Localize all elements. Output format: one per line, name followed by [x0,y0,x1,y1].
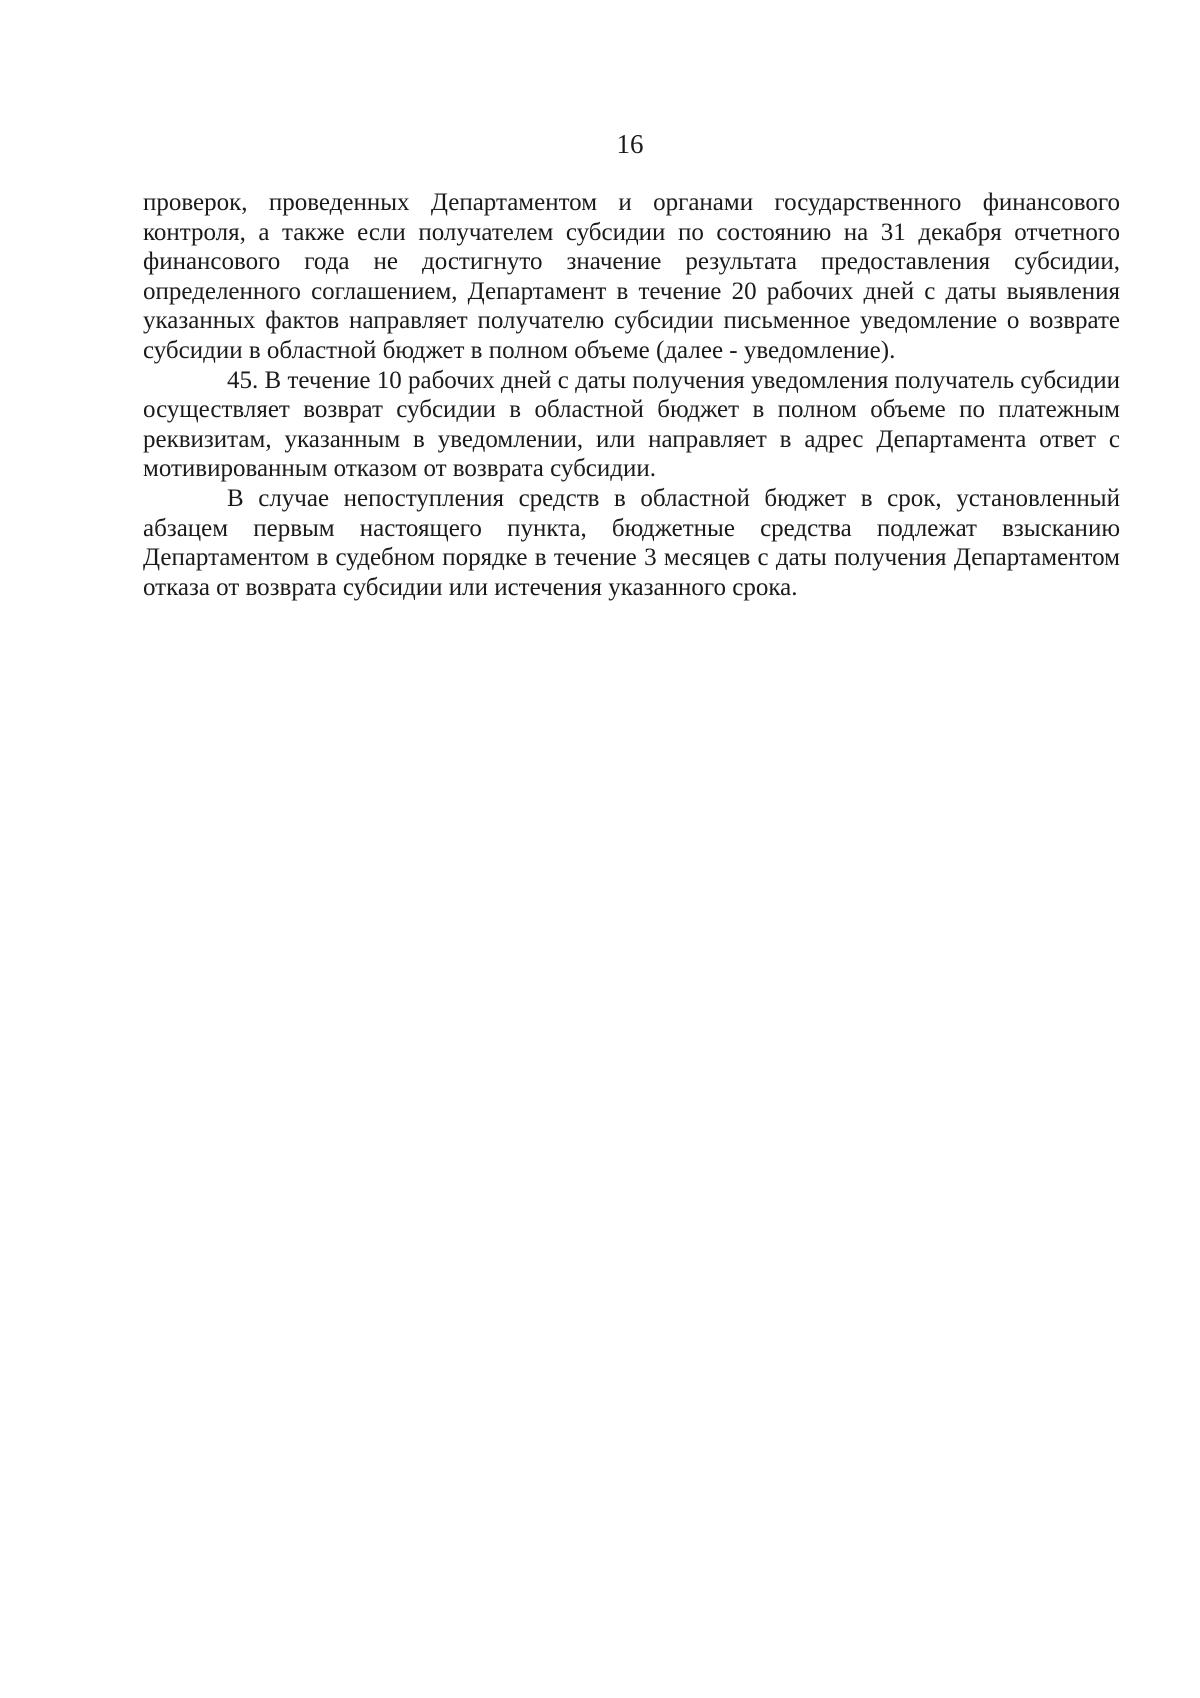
paragraph-item-45: 45. В течение 10 рабочих дней с даты получения уведомления получатель субсидии осуществляет возврат субсидии в областной бюджет в полном объеме по платежным реквизитам, указанным в уведомлении, или направляет в адрес Департамента ответ с мотивированным отказом от возврата субсидии. [143,366,1120,483]
paragraph-item-45-second: В случае непоступления средств в областной бюджет в срок, установленный абзацем первым настоящего пункта, бюджетные средства подлежат взысканию Департаментом в судебном порядке в течение 3 месяцев с даты получения Департаментом отказа от возврата субсидии или истечения указанного срока. [143,484,1120,601]
page-number: 16 [616,129,644,159]
paragraph-continuation: проверок, проведенных Департаментом и органами государственного финансового контроля, а также если получателем субсидии по состоянию на 31 декабря отчетного финансового года не достигнуто значение результата предоставления субсидии, определенного соглашением, Департамент в течение 20 рабочих дней с даты выявления указанных фактов направляет получателю субсидии письменное уведомление о возврате субсидии в областной бюджет в полном объеме (далее - уведомление). [143,189,1120,364]
document-body [143,188,1120,602]
